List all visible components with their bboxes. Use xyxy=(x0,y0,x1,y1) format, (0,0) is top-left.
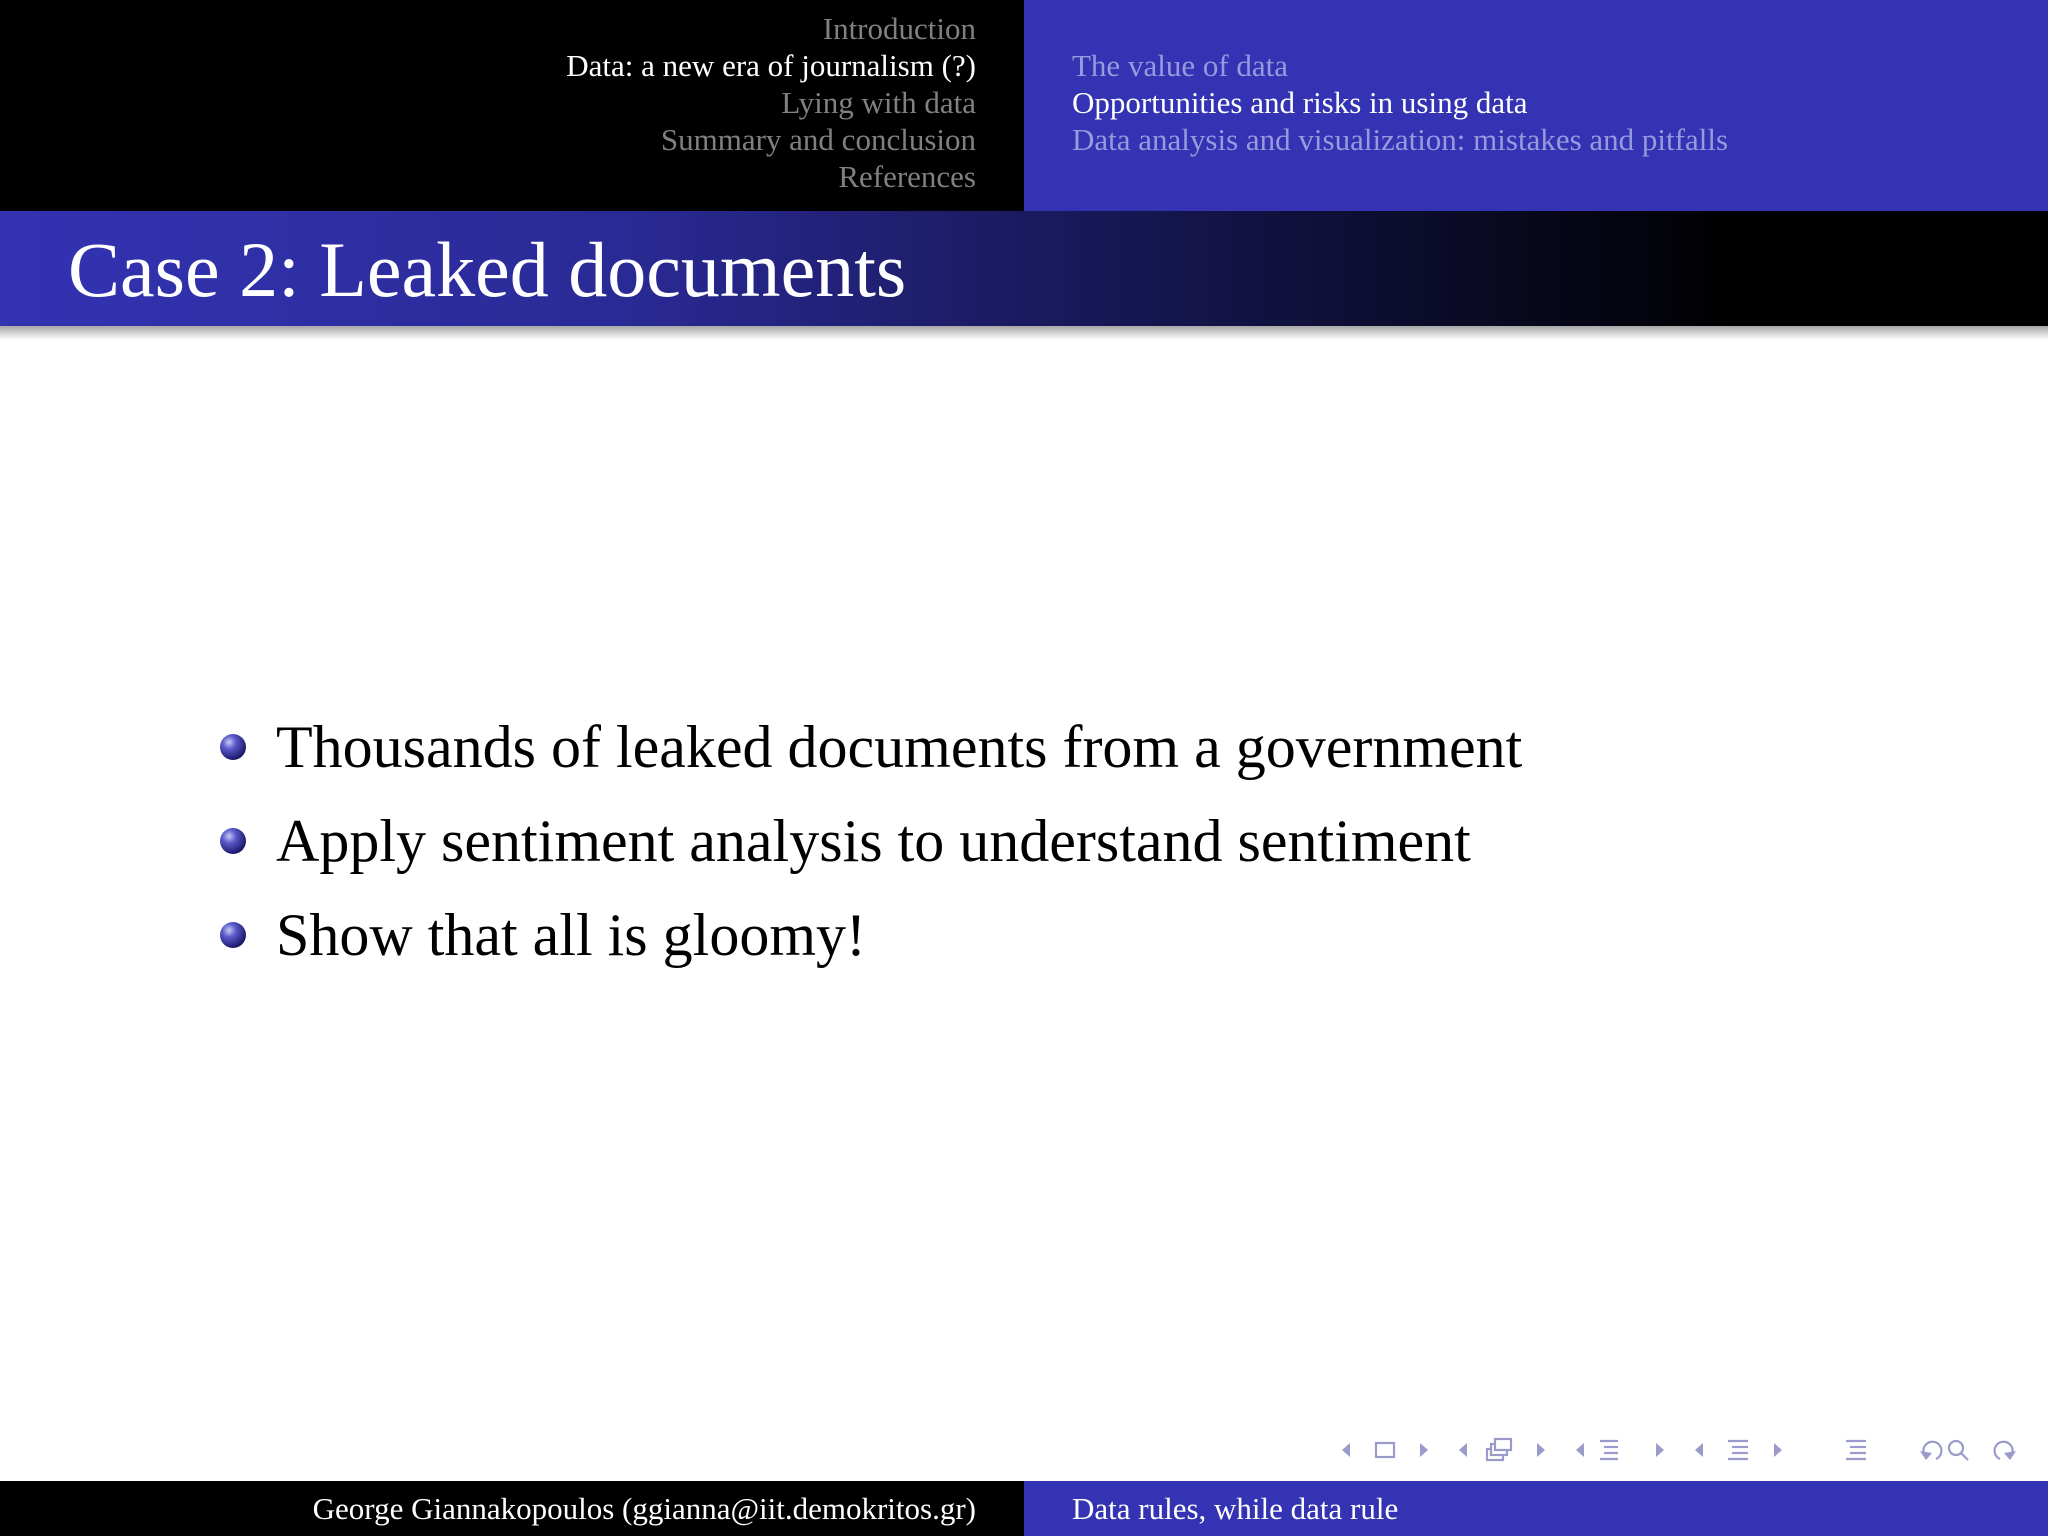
nav-section-introduction[interactable]: Introduction xyxy=(822,11,976,46)
frame-title: Case 2: Leaked documents xyxy=(68,226,907,313)
nav-subsection-analysis-pitfalls[interactable]: Data analysis and visualization: mistakes and pitfalls xyxy=(1072,122,1729,157)
bullet-list xyxy=(220,700,1522,982)
subsection-list xyxy=(1072,47,1728,158)
subsection-navigation xyxy=(1024,0,2048,211)
section-icon[interactable] xyxy=(1600,1441,1618,1459)
navigation-symbols xyxy=(1336,1432,2036,1468)
list-item xyxy=(220,794,1522,888)
footer-author: George Giannakopoulos (ggianna@iit.demokritos.gr) xyxy=(312,1491,976,1526)
subsection-icon[interactable] xyxy=(1487,1439,1511,1460)
toc-prev-icon[interactable] xyxy=(1695,1443,1703,1457)
bullet-ball-icon xyxy=(220,734,246,760)
list-item xyxy=(220,700,1522,794)
footer-author-bar xyxy=(0,1481,1024,1536)
bullet-ball-icon xyxy=(220,922,246,948)
bullet-text: Apply sentiment analysis to understand sentiment xyxy=(276,808,1471,874)
frame-prev-icon[interactable] xyxy=(1342,1443,1350,1457)
frame-icon[interactable] xyxy=(1376,1443,1394,1457)
footer-short-title: Data rules, while data rule xyxy=(1072,1491,1399,1526)
toc-icon[interactable] xyxy=(1728,1441,1748,1459)
nav-section-lying-with-data[interactable]: Lying with data xyxy=(781,85,976,120)
nav-section-summary[interactable]: Summary and conclusion xyxy=(660,122,976,157)
section-navigation xyxy=(0,0,1024,211)
navigation-symbols-svg xyxy=(1336,1432,2036,1468)
footer-title-bar xyxy=(1024,1481,2048,1536)
toc-next-icon[interactable] xyxy=(1774,1443,1782,1457)
title-bar-shadow xyxy=(0,326,2048,340)
document-icon[interactable] xyxy=(1846,1441,1866,1459)
subsection-prev-icon[interactable] xyxy=(1459,1443,1467,1457)
section-list xyxy=(566,10,976,195)
bullet-text: Show that all is gloomy! xyxy=(276,902,866,968)
list-item xyxy=(220,888,1522,982)
section-prev-icon[interactable] xyxy=(1576,1443,1584,1457)
bullet-ball-icon xyxy=(220,828,246,854)
redo-icon[interactable] xyxy=(1995,1442,2016,1460)
undo-icon[interactable] xyxy=(1920,1442,1941,1460)
nav-section-data-new-era[interactable]: Data: a new era of journalism (?) xyxy=(566,48,976,83)
search-icon[interactable] xyxy=(1949,1441,1968,1460)
section-next-icon[interactable] xyxy=(1656,1443,1664,1457)
bullet-text: Thousands of leaked documents from a government xyxy=(276,714,1523,780)
subsection-next-icon[interactable] xyxy=(1537,1443,1545,1457)
nav-section-references[interactable]: References xyxy=(838,159,976,194)
frame-next-icon[interactable] xyxy=(1420,1443,1428,1457)
nav-subsection-opportunities-risks[interactable]: Opportunities and risks in using data xyxy=(1072,85,1528,120)
nav-subsection-value-of-data[interactable]: The value of data xyxy=(1072,48,1289,83)
